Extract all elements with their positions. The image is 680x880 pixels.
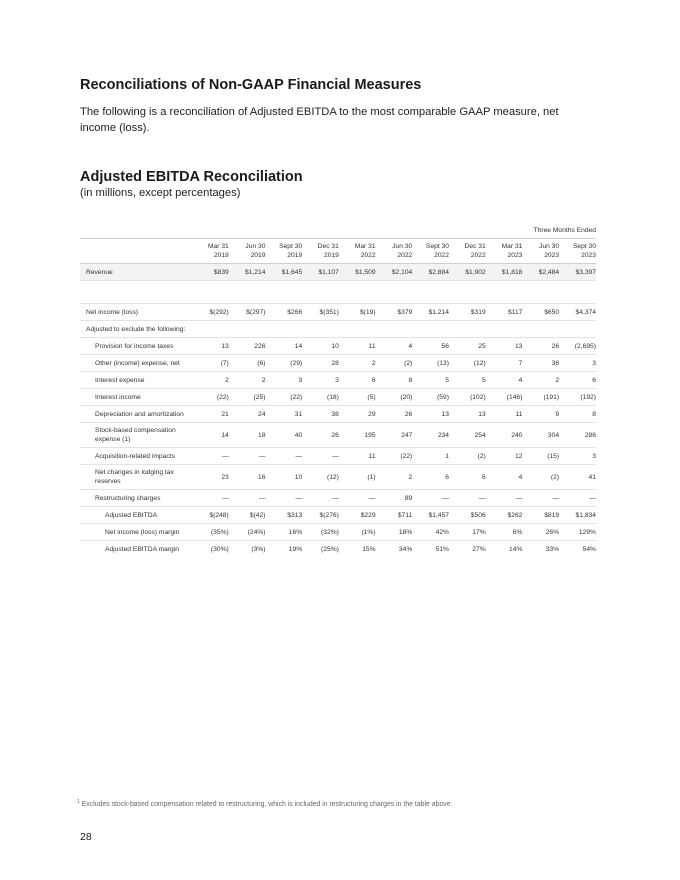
table-cell: 26 xyxy=(302,423,339,448)
table-cell: 4 xyxy=(486,465,523,490)
table-cell: (13) xyxy=(412,355,449,372)
footnote-text: Excludes stock-based compensation related to restructuring, which is included in restructuring charges in the table above. xyxy=(81,801,453,808)
table-cell: 3 xyxy=(265,372,302,389)
table-cell: 240 xyxy=(486,423,523,448)
column-header xyxy=(486,239,523,264)
table-cell: 14 xyxy=(192,423,229,448)
table-row xyxy=(80,372,596,389)
table-cell: $(292) xyxy=(192,304,229,321)
table-cell: 3 xyxy=(302,372,339,389)
table-cell: 34% xyxy=(398,545,413,553)
table-cell: $(351) xyxy=(302,304,339,321)
table-cell: — xyxy=(449,490,486,507)
table-cell: (25) xyxy=(229,389,266,406)
table-cell: $711 xyxy=(376,507,413,524)
table-cell: 13 xyxy=(412,406,449,423)
footnote-marker: 1 xyxy=(77,799,80,805)
row-label: Adjusted to exclude the following: xyxy=(80,321,596,338)
table-cell: 254 xyxy=(449,423,486,448)
table-cell: 33% xyxy=(545,545,560,553)
table-cell: (32%) xyxy=(302,524,339,541)
column-header xyxy=(412,239,449,264)
table-cell: 18% xyxy=(376,524,413,541)
table-cell: 26% xyxy=(522,524,559,541)
table-cell: $379 xyxy=(376,304,413,321)
table-cell: 11 xyxy=(339,448,376,465)
table-cell: 14 xyxy=(265,338,302,355)
table-cell: 13 xyxy=(192,338,229,355)
column-period: Jun 30 xyxy=(539,243,560,250)
table-cell: (6) xyxy=(229,355,266,372)
table-cell: 195 xyxy=(339,423,376,448)
table-cell: $1,107 xyxy=(302,264,339,281)
column-year: 2022 xyxy=(397,252,413,259)
table-cell: $650 xyxy=(522,304,559,321)
table-cell: 16% xyxy=(265,524,302,541)
table-cell: 27% xyxy=(472,545,486,553)
table-cell: (25%) xyxy=(321,545,339,553)
table-row xyxy=(80,465,596,490)
column-year: 2022 xyxy=(434,252,449,259)
table-cell: $1,214 xyxy=(229,264,266,281)
table-cell: 54% xyxy=(582,545,596,553)
table-cell: (30%) xyxy=(210,545,229,553)
table-cell: $(248) xyxy=(192,507,229,524)
table-cell: $262 xyxy=(486,507,523,524)
table-cell: $506 xyxy=(449,507,486,524)
table-cell: — xyxy=(192,490,229,507)
table-cell: 2 xyxy=(339,355,376,372)
table-cell: 1 xyxy=(412,448,449,465)
table-cell: (2) xyxy=(522,465,559,490)
table-cell: $266 xyxy=(265,304,302,321)
table-cell: — xyxy=(559,490,596,507)
table-cell: — xyxy=(265,490,302,507)
row-label: Provision for income taxes xyxy=(80,338,192,355)
column-period: Sept 30 xyxy=(279,243,303,250)
table-cell: 11 xyxy=(486,406,523,423)
table-row xyxy=(80,423,596,448)
table-row xyxy=(80,321,596,338)
column-period: Jun 30 xyxy=(392,243,413,250)
table-cell: $1,834 xyxy=(559,507,596,524)
column-year: 2019 xyxy=(287,252,303,259)
table-cell: 40 xyxy=(265,423,302,448)
column-header xyxy=(559,239,596,264)
column-header xyxy=(192,239,229,264)
table-cell: 129% xyxy=(559,524,596,541)
table-cell: 6 xyxy=(559,372,596,389)
table-row xyxy=(80,338,596,355)
column-period: Mar 31 xyxy=(501,243,523,250)
table-cell: 17% xyxy=(449,524,486,541)
table-cell: 10 xyxy=(302,338,339,355)
table-cell: (12) xyxy=(449,355,486,372)
table-cell: 8 xyxy=(376,372,413,389)
table-title: Adjusted EBITDA Reconciliation xyxy=(80,169,303,185)
table-cell: (192) xyxy=(559,389,596,406)
column-year: 2022 xyxy=(470,252,486,259)
table-cell: 19% xyxy=(288,545,303,553)
table-cell: (35%) xyxy=(192,524,229,541)
table-cell: (5) xyxy=(339,389,376,406)
table-cell: $1,214 xyxy=(412,304,449,321)
table-cell: $229 xyxy=(339,507,376,524)
table-cell: 5 xyxy=(449,372,486,389)
table-cell: 2 xyxy=(192,372,229,389)
table-cell: (22) xyxy=(192,389,229,406)
table-cell: 6% xyxy=(486,524,523,541)
table-cell: (1%) xyxy=(339,524,376,541)
section-heading: Reconciliations of Non-GAAP Financial Measures xyxy=(80,77,422,93)
table-cell: (2) xyxy=(376,355,413,372)
column-year: 2019 xyxy=(250,252,266,259)
table-cell: 247 xyxy=(376,423,413,448)
table-cell: 14% xyxy=(509,545,523,553)
table-cell: 51% xyxy=(435,545,449,553)
row-label: Interest expense xyxy=(80,372,192,389)
table-cell: $839 xyxy=(192,264,229,281)
table-cell: — xyxy=(302,448,339,465)
row-label: Interest income xyxy=(80,389,192,406)
spacer-row xyxy=(80,281,596,304)
table-cell: 18 xyxy=(229,423,266,448)
footnote xyxy=(77,799,452,808)
table-cell: $2,884 xyxy=(412,264,449,281)
table-cell: 38 xyxy=(302,406,339,423)
table-cell: (15) xyxy=(522,448,559,465)
table-cell: $117 xyxy=(486,304,523,321)
table-cell: 2 xyxy=(376,465,413,490)
column-period: Jun 30 xyxy=(245,243,266,250)
table-cell: (18) xyxy=(302,389,339,406)
table-cell: — xyxy=(522,490,559,507)
table-cell: (29) xyxy=(265,355,302,372)
table-cell: $4,374 xyxy=(559,304,596,321)
table-cell: (22) xyxy=(265,389,302,406)
table-cell: 11 xyxy=(339,338,376,355)
table-cell: (22) xyxy=(376,448,413,465)
table-cell: (20) xyxy=(376,389,413,406)
table-cell: 29 xyxy=(339,406,376,423)
table-cell: $1,818 xyxy=(486,264,523,281)
column-header xyxy=(229,239,266,264)
table-cell: 226 xyxy=(229,338,266,355)
intro-paragraph: The following is a reconciliation of Adjusted EBITDA to the most comparable GAAP measure, net income (loss). xyxy=(80,106,559,134)
table-row xyxy=(80,406,596,423)
row-label: Net changes in lodging tax reserves xyxy=(80,465,192,490)
column-header xyxy=(376,239,413,264)
column-period: Dec 31 xyxy=(464,243,486,250)
table-cell: 12 xyxy=(486,448,523,465)
column-year: 2019 xyxy=(323,252,339,259)
table-cell: $819 xyxy=(522,507,559,524)
table-cell: 26 xyxy=(376,406,413,423)
table-cell: $(42) xyxy=(229,507,266,524)
table-cell: 16 xyxy=(229,465,266,490)
column-period: Mar 31 xyxy=(207,243,229,250)
table-cell: $3,397 xyxy=(559,264,596,281)
table-cell: 4 xyxy=(486,372,523,389)
table-cell: 56 xyxy=(412,338,449,355)
table-cell: 286 xyxy=(559,423,596,448)
table-cell: 4 xyxy=(376,338,413,355)
column-header xyxy=(265,239,302,264)
table-cell: 10 xyxy=(265,465,302,490)
table-cell: $2,484 xyxy=(522,264,559,281)
table-cell: 41 xyxy=(559,465,596,490)
table-cell: — xyxy=(486,490,523,507)
table-cell: 9 xyxy=(522,406,559,423)
table-cell: $1,902 xyxy=(449,264,486,281)
table-cell: $(276) xyxy=(302,507,339,524)
table-cell: 8 xyxy=(559,406,596,423)
table-cell: $319 xyxy=(449,304,486,321)
table-cell: (12) xyxy=(302,465,339,490)
row-label: Other (income) expense, net xyxy=(80,355,192,372)
table-cell: (24%) xyxy=(229,524,266,541)
column-year: 2019 xyxy=(213,252,229,259)
table-cell: (3%) xyxy=(251,545,266,553)
table-cell: — xyxy=(229,448,266,465)
table-subtitle: (in millions, except percentages) xyxy=(80,187,241,199)
table-cell: $(297) xyxy=(229,304,266,321)
table-row xyxy=(80,304,596,321)
table-cell: 304 xyxy=(522,423,559,448)
table-cell: — xyxy=(412,490,449,507)
table-cell: (1) xyxy=(339,465,376,490)
table-row xyxy=(80,264,596,281)
table-cell: $1,509 xyxy=(339,264,376,281)
table-cell: 3 xyxy=(559,448,596,465)
table-cell: 24 xyxy=(229,406,266,423)
table-cell: 6 xyxy=(412,465,449,490)
column-period: Sept 30 xyxy=(572,243,596,250)
table-row xyxy=(80,541,596,558)
table-cell: $313 xyxy=(265,507,302,524)
adjusted-ebitda-table xyxy=(80,222,596,557)
table-cell: $1,457 xyxy=(412,507,449,524)
table-cell: (2,695) xyxy=(559,338,596,355)
column-period: Sept 30 xyxy=(425,243,449,250)
table-cell: 25 xyxy=(449,338,486,355)
table-row xyxy=(80,524,596,541)
table-cell: (2) xyxy=(449,448,486,465)
table-cell: 2 xyxy=(522,372,559,389)
table-cell: 21 xyxy=(192,406,229,423)
row-label: Adjusted EBITDA margin xyxy=(105,545,179,553)
table-cell: $2,104 xyxy=(376,264,413,281)
row-label: Acquisition-related impacts xyxy=(80,448,192,465)
table-cell: 28 xyxy=(302,355,339,372)
column-year: 2023 xyxy=(544,252,560,259)
table-cell: (102) xyxy=(449,389,486,406)
column-year: 2023 xyxy=(581,252,596,259)
table-cell: 234 xyxy=(412,423,449,448)
report-page xyxy=(77,0,596,880)
column-header xyxy=(302,239,339,264)
table-cell: 7 xyxy=(486,355,523,372)
column-header xyxy=(449,239,486,264)
row-label: Depreciation and amortization xyxy=(80,406,192,423)
table-row xyxy=(80,389,596,406)
column-year: 2023 xyxy=(507,252,523,259)
table-cell: — xyxy=(265,448,302,465)
row-label: Stock-based compensation expense (1) xyxy=(80,423,192,448)
table-row xyxy=(80,355,596,372)
table-cell: — xyxy=(339,490,376,507)
table-cell: — xyxy=(302,490,339,507)
table-row xyxy=(80,490,596,507)
table-cell: 42% xyxy=(412,524,449,541)
column-header xyxy=(522,239,559,264)
table-cell: 6 xyxy=(339,372,376,389)
table-cell: $1,645 xyxy=(265,264,302,281)
table-cell: 13 xyxy=(449,406,486,423)
row-label: Adjusted EBITDA xyxy=(80,507,192,524)
table-cell: 13 xyxy=(486,338,523,355)
table-cell: 15% xyxy=(362,545,376,553)
table-cell: (59) xyxy=(412,389,449,406)
table-cell: 26 xyxy=(522,338,559,355)
row-label: Net income (loss) xyxy=(80,304,192,321)
table-cell: 5 xyxy=(412,372,449,389)
table-cell: — xyxy=(229,490,266,507)
column-period: Dec 31 xyxy=(317,243,339,250)
column-period: Mar 31 xyxy=(354,243,376,250)
table-cell: 6 xyxy=(449,465,486,490)
row-label: Net income (loss) margin xyxy=(80,524,192,541)
table-cell: — xyxy=(192,448,229,465)
table-cell: $(19) xyxy=(339,304,376,321)
table-cell: (191) xyxy=(522,389,559,406)
table-cell: 31 xyxy=(265,406,302,423)
period-header: Three Months Ended xyxy=(533,226,596,234)
column-year: 2022 xyxy=(360,252,376,259)
table-row xyxy=(80,448,596,465)
table-cell: 23 xyxy=(192,465,229,490)
table-cell: (7) xyxy=(192,355,229,372)
table-cell: 2 xyxy=(229,372,266,389)
row-label: Restructuring charges xyxy=(80,490,192,507)
column-header xyxy=(339,239,376,264)
table-cell: (146) xyxy=(486,389,523,406)
table-row xyxy=(80,507,596,524)
page-number: 28 xyxy=(80,831,92,843)
table-cell: 89 xyxy=(376,490,413,507)
table-cell: 3 xyxy=(559,355,596,372)
column-header-row xyxy=(80,239,596,264)
table-cell: 36 xyxy=(522,355,559,372)
row-label: Revenue xyxy=(80,264,192,281)
